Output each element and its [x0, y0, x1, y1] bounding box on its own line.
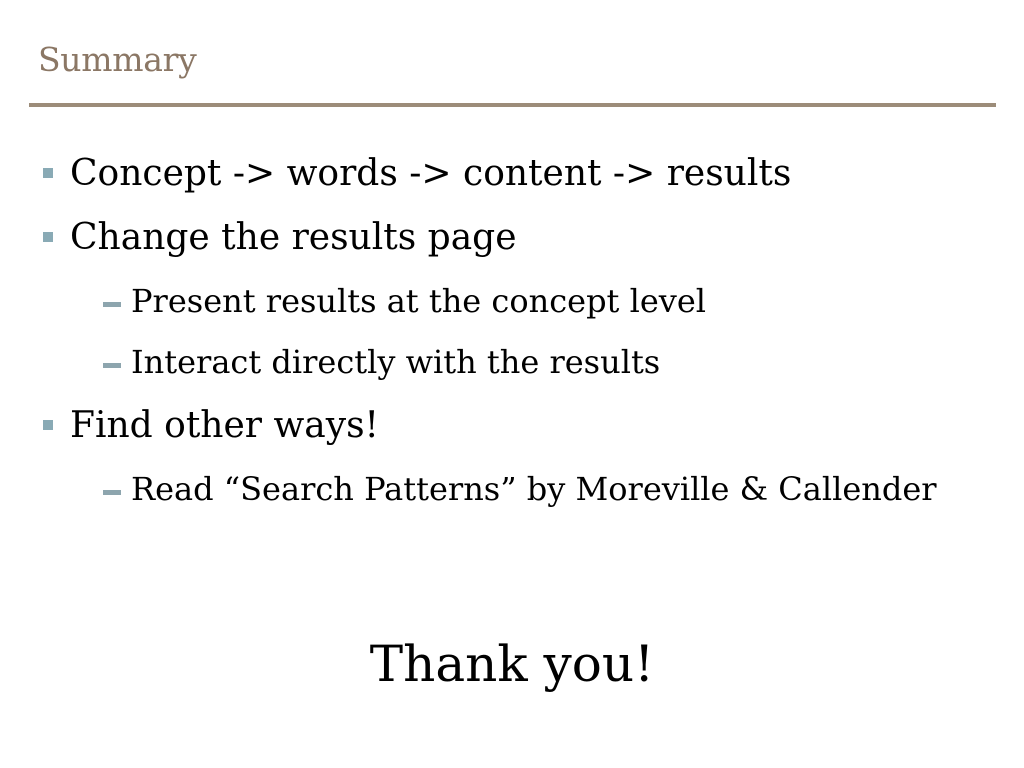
sub-bullet-item: [131, 342, 660, 382]
sub-bullet-item: [131, 469, 937, 509]
bullet-text: Concept -> words -> content -> results: [70, 153, 792, 194]
bullet-text: Find other ways!: [70, 405, 380, 446]
sub-bullet-item: [131, 281, 706, 321]
bullet-item: [70, 152, 791, 196]
sub-bullet-text: Present results at the concept level: [131, 282, 706, 320]
square-bullet-icon: [43, 168, 53, 178]
sub-bullet-text: Read “Search Patterns” by Moreville & Callender: [131, 470, 937, 508]
bullet-text: Change the results page: [70, 217, 517, 258]
bullet-item: [70, 404, 379, 448]
square-bullet-icon: [43, 420, 53, 430]
dash-bullet-icon: [103, 363, 121, 368]
bullet-item: [70, 216, 517, 260]
closing-text: Thank you!: [369, 635, 655, 693]
slide-title: Summary: [38, 40, 197, 79]
title-divider: [29, 103, 996, 107]
dash-bullet-icon: [103, 302, 121, 307]
square-bullet-icon: [43, 232, 53, 242]
sub-bullet-text: Interact directly with the results: [131, 343, 661, 381]
dash-bullet-icon: [103, 490, 121, 495]
